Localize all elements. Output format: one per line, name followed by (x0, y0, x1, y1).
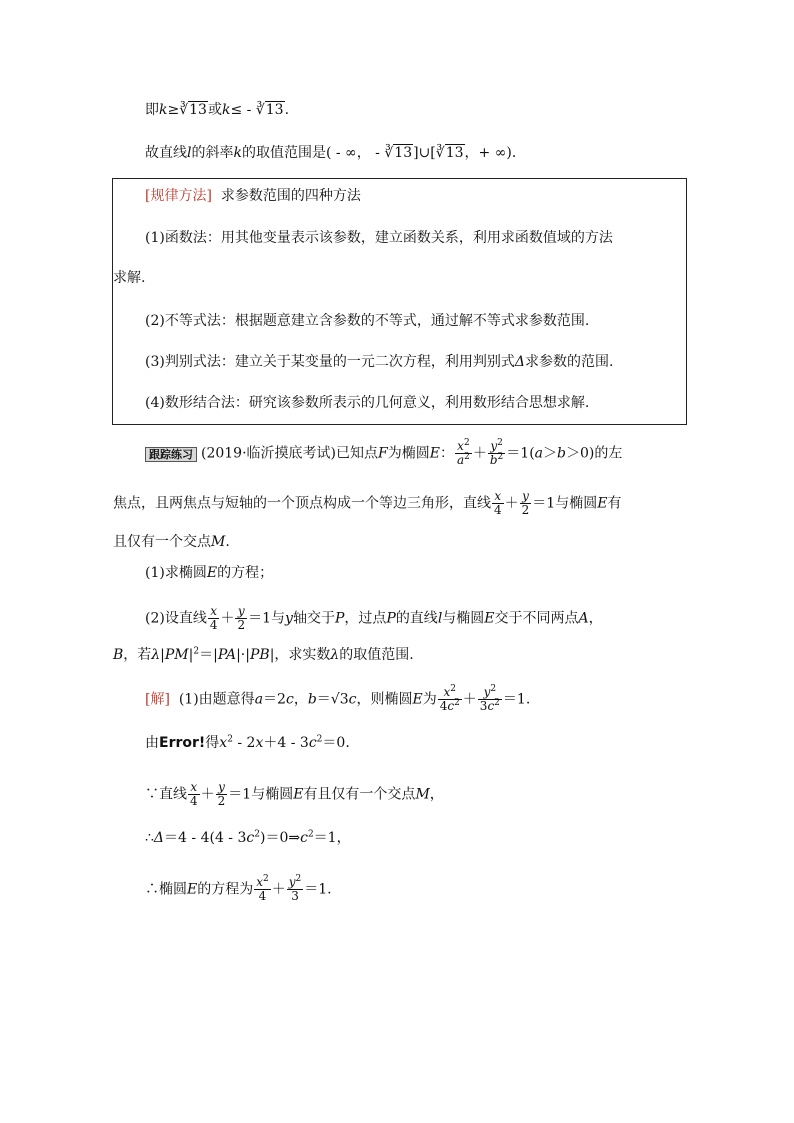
method-title: [规律方法] 求参数范围的四种方法 (145, 188, 361, 204)
exercise-line: 焦点，且两焦点与短轴的一个顶点构成一个等边三角形，直线 $\frac{x}{4}$ ＋ $\frac{y}{2}$ ＝1与椭圆E有 (113, 489, 622, 517)
method-box (112, 178, 687, 425)
exercise-line: 且仅有一个交点M. (113, 534, 230, 550)
method-item: (4)数形结合法：研究该参数所表示的几何意义，利用数形结合思想求解. (145, 395, 590, 411)
solution-line: ∵直线 $\frac{x}{4}$ ＋ $\frac{y}{2}$ ＝1与椭圆E有且仅有一个交点M， (145, 780, 444, 808)
method-item: (1)函数法：用其他变量表示该参数，建立函数关系，利用求函数值域的方法 (145, 230, 613, 246)
text-line: 故直线l的斜率k的取值范围是( - ∞， - ∛13]∪[∛13，+ ∞)． (145, 145, 526, 161)
text-line: 即k≥∛13或k≤ - ∛13. (145, 102, 290, 118)
exercise-line: 跟踪练习 (2019·临沂摸底考试)已知点F为椭圆E： $\frac{x^2}{a^2}$ ＋ $\frac{y^2}{b^2}$ ＝1(a＞b＞0)的左 (145, 440, 622, 467)
method-item: 求解. (113, 270, 146, 286)
question-1: (1)求椭圆E的方程； (145, 565, 274, 581)
exercise-tag: 跟踪练习 (145, 447, 197, 462)
solution-line: [解] (1)由题意得a＝2c，b＝√3c，则椭圆E为 $\frac{x^2}{4c^2}$ ＋ $\frac{y^2}{3c^2}$ ＝1. (145, 684, 531, 713)
question-2: (2)设直线 $\frac{x}{4}$ ＋ $\frac{y}{2}$ ＝1与y轴交于P，过点P的直线l与椭圆E交于不同两点A， (145, 604, 603, 632)
method-item: (3)判别式法：建立关于某变量的一元二次方程，利用判别式Δ求参数的范围. (145, 354, 614, 370)
solution-line: 由Error!得$x^2 - 2x+4 - 3c^2=0$. (145, 734, 350, 751)
method-item: (2)不等式法：根据题意建立含参数的不等式，通过解不等式求参数范围. (145, 313, 590, 329)
question-2-cont: B，若$\lambda|PM|^2=|PA|\cdot|PB|$，求实数λ的取值范围. (113, 646, 414, 663)
solution-line: ∴Δ＝4 - $4(4 - 3c^2)=0\Rightarrow c^2=1$， (145, 829, 351, 846)
solution-line: ∴椭圆E的方程为 $\frac{x^2}{4}$ ＋ $\frac{y^2}{3}$ ＝1. (145, 874, 332, 903)
